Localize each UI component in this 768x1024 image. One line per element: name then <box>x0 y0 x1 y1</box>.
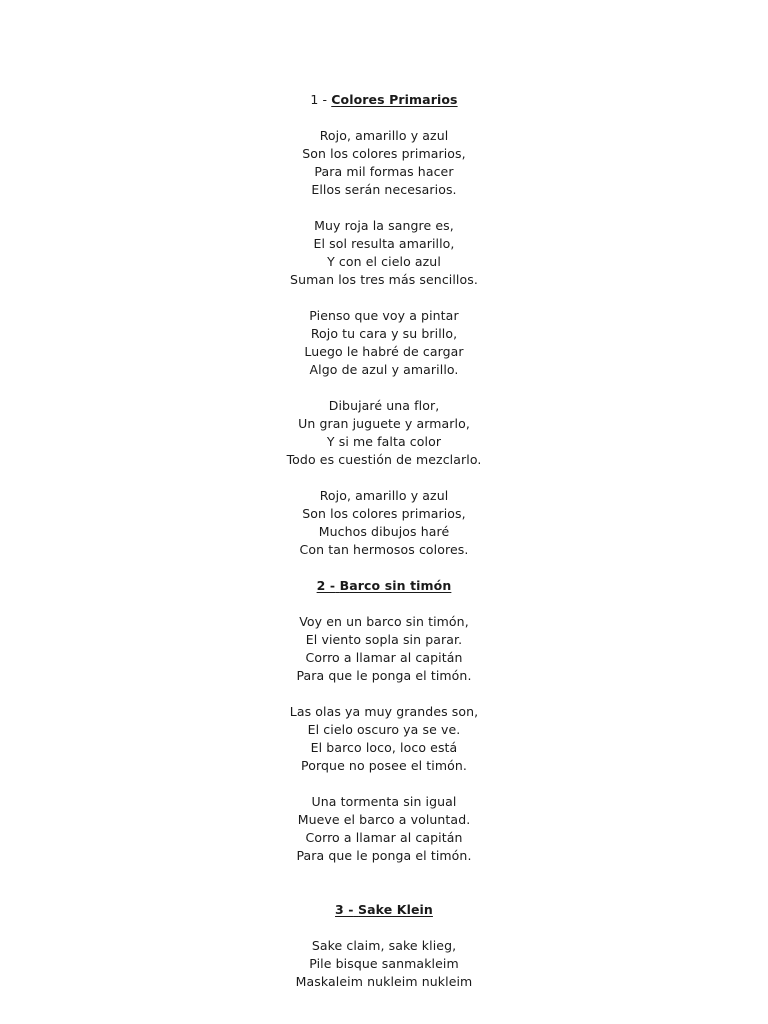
verse-line: Rojo tu cara y su brillo, <box>310 326 458 341</box>
verse-line: Para mil formas hacer <box>314 164 454 179</box>
poem-title-text: Colores Primarios <box>331 92 458 107</box>
verse-line: Son los colores primarios, <box>302 506 466 521</box>
verse-line: Muchos dibujos haré <box>318 524 450 539</box>
stanza <box>0 613 768 685</box>
verse-line: Para que le ponga el timón. <box>296 848 472 863</box>
stanza <box>0 487 768 559</box>
poem-number: 1 - <box>310 92 328 107</box>
verse-line: Algo de azul y amarillo. <box>309 362 459 377</box>
verse-line: Y con el cielo azul <box>327 254 441 269</box>
verse-line: Pienso que voy a pintar <box>309 308 459 323</box>
verse-line: El cielo oscuro ya se ve. <box>307 722 461 737</box>
poem-title <box>0 577 768 595</box>
poem-title-text: Barco sin timón <box>339 578 452 593</box>
verse-line: El sol resulta amarillo, <box>313 236 455 251</box>
verse-line: Con tan hermosos colores. <box>299 542 469 557</box>
verse-line: Ellos serán necesarios. <box>311 182 457 197</box>
verse-line: Un gran juguete y armarlo, <box>298 416 470 431</box>
stanza <box>0 793 768 865</box>
verse-line: Y si me falta color <box>326 434 442 449</box>
verse-line: Mueve el barco a voluntad. <box>297 812 471 827</box>
verse-line: Son los colores primarios, <box>302 146 466 161</box>
poem-colores-primarios <box>0 91 768 559</box>
verse-line: Maskaleim nukleim nukleim <box>295 974 473 989</box>
verse-line: Rojo, amarillo y azul <box>319 488 449 503</box>
stanza <box>0 937 768 991</box>
poem-barco-sin-timon <box>0 577 768 865</box>
stanza <box>0 397 768 469</box>
verse-line: Todo es cuestión de mezclarlo. <box>286 452 482 467</box>
stanza <box>0 307 768 379</box>
poem-sake-klein <box>0 901 768 991</box>
verse-line: Voy en un barco sin timón, <box>299 614 469 629</box>
stanza <box>0 127 768 199</box>
verse-line: Corro a llamar al capitán <box>305 830 463 845</box>
verse-line: El barco loco, loco está <box>310 740 458 755</box>
verse-line: Una tormenta sin igual <box>311 794 457 809</box>
stanza <box>0 217 768 289</box>
verse-line: Sake claim, sake klieg, <box>311 938 457 953</box>
verse-line: Rojo, amarillo y azul <box>319 128 449 143</box>
poem-title-text: Sake Klein <box>358 902 433 917</box>
verse-line: Corro a llamar al capitán <box>305 650 463 665</box>
verse-line: Suman los tres más sencillos. <box>290 272 478 287</box>
stanza <box>0 703 768 775</box>
poem-number: 2 - <box>316 578 336 593</box>
verse-line: El viento sopla sin parar. <box>305 632 463 647</box>
poem-number: 3 - <box>335 902 354 917</box>
verse-line: Muy roja la sangre es, <box>314 218 454 233</box>
verse-line: Pile bisque sanmakleim <box>309 956 459 971</box>
verse-line: Para que le ponga el timón. <box>296 668 472 683</box>
poem-title <box>0 91 768 109</box>
verse-line: Dibujaré una flor, <box>328 398 440 413</box>
verse-line: Porque no posee el timón. <box>301 758 467 773</box>
verse-line: Las olas ya muy grandes son, <box>289 704 479 719</box>
verse-line: Luego le habré de cargar <box>304 344 464 359</box>
poem-title <box>0 901 768 919</box>
